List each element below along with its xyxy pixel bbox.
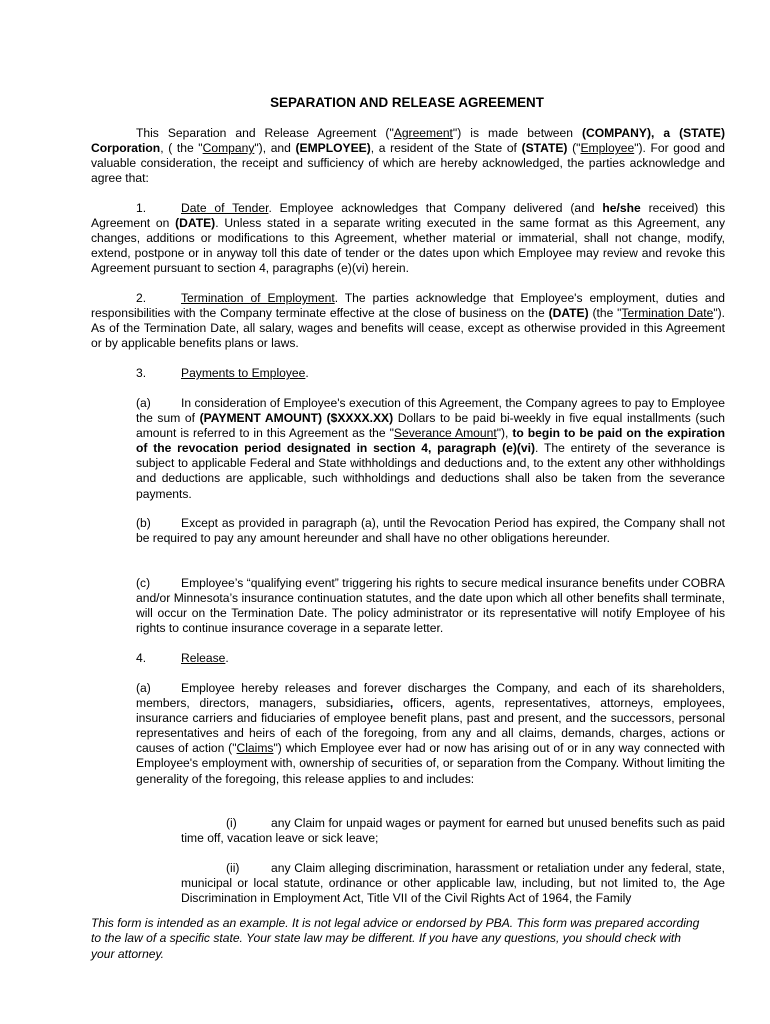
- section-4a: (a) Employee hereby releases and forever discharges the Company, and each of its shareholders, members, directors, managers, subsidiaries, officers, agents, representatives, attorneys, employees, insurance carriers and fiduciaries of employee benefit plans, past and present, and the successors, personal representatives and heirs of each of the foregoing, from any and all claims, demands, charges, actions or causes of action ("Claims") which Employee ever had or now has arising out of or in any way connected with Employee's employment with, ownership of securities of, or separation from the Company. Without limiting the generality of the foregoing, this release applies to and includes:: [136, 681, 726, 786]
- section-1: 1. Date of Tender. Employee acknowledges that Company delivered (and he/she received) this Agreement on (DATE). Unless stated in a separate writing executed in the same format as this Agreement, any changes, additions or modifications to this Agreement, whether material or immaterial, shall not change, modify, extend, postpone or in anyway toll this date of tender or the dates upon which Employee may review and revoke this Agreement pursuant to section 4, paragraphs (e)(vi) herein.: [91, 201, 725, 276]
- section-heading: Termination of Employment: [181, 291, 335, 305]
- intro-paragraph: This Separation and Release Agreement ("Agreement") is made between (COMPANY), a (STATE) Corporation, ( the "Company"), and (EMPLOYEE), a resident of the State of (STATE) ("Employee"). For good and valuable consideration, the receipt and sufficiency of which are hereby acknowledged, the parties acknowledge and agree that:: [91, 126, 726, 186]
- section-4: 4. Release.: [136, 651, 229, 665]
- paragraph-label: (i): [226, 816, 237, 830]
- paragraph-label: (a): [136, 681, 151, 695]
- paragraph-label: (c): [136, 576, 151, 590]
- section-4a-i: (i) any Claim for unpaid wages or payment for earned but unused benefits such as paid time off, vacation leave or sick leave;: [181, 816, 725, 846]
- section-3a: (a) In consideration of Employee's execution of this Agreement, the Company agrees to pay to Employee the sum of (PAYMENT AMOUNT) ($XXXX.XX) Dollars to be paid bi-weekly in five equal installments (such amount is referred to in this Agreement as the "Severance Amount"), to begin to be paid on the expiration of the revocation period designated in section 4, paragraph (e)(vi). The entirety of the severance is subject to applicable Federal and State withholdings and deductions and, to the extent any other withholdings and deductions are applicable, such withholdings and deductions shall also be taken from the severance payments.: [136, 396, 725, 501]
- section-4a-ii: (ii) any Claim alleging discrimination, harassment or retaliation under any federal, state, municipal or local statute, ordinance or other applicable law, including, but not limited to, the Age Discrimination in Employment Act, Title VII of the Civil Rights Act of 1964, the Family: [181, 861, 725, 906]
- paragraph-label: (ii): [226, 861, 240, 875]
- paragraph-label: (a): [136, 396, 151, 410]
- section-3b: (b) Except as provided in paragraph (a), until the Revocation Period has expired, the Company shall not be required to pay any amount hereunder and shall have no other obligations hereunder.: [136, 516, 725, 546]
- section-heading: Date of Tender: [181, 201, 269, 215]
- section-2: 2. Termination of Employment. The parties acknowledge that Employee's employment, duties and responsibilities with the Company terminate effective at the close of business on the (DATE) (the "Termination Date"). As of the Termination Date, all salary, wages and benefits will cease, except as otherwise provided in this Agreement or by applicable benefits plans or laws.: [91, 291, 726, 351]
- section-heading: Payments to Employee: [181, 366, 306, 380]
- section-number: 2.: [136, 291, 147, 305]
- section-3: 3. Payments to Employee.: [136, 366, 309, 380]
- section-heading: Release: [181, 651, 226, 665]
- section-3c: (c) Employee’s “qualifying event” triggering his rights to secure medical insurance benefits under COBRA and/or Minnesota’s insurance continuation statutes, and the date upon which all other benefits shall terminate, will occur on the Termination Date. The policy administrator or its representative will notify Employee of his rights to continue insurance coverage in a separate letter.: [136, 576, 725, 636]
- footer-disclaimer: This form is intended as an example. It is not legal advice or endorsed by PBA. This form was prepared according to the law of a specific state. Your state law may be different. If you have any questions, you should check with your attorney.: [91, 916, 700, 961]
- section-number: 4.: [136, 651, 147, 665]
- section-number: 3.: [136, 366, 147, 380]
- section-number: 1.: [136, 201, 147, 215]
- paragraph-label: (b): [136, 516, 151, 530]
- document-title: SEPARATION AND RELEASE AGREEMENT: [270, 95, 544, 110]
